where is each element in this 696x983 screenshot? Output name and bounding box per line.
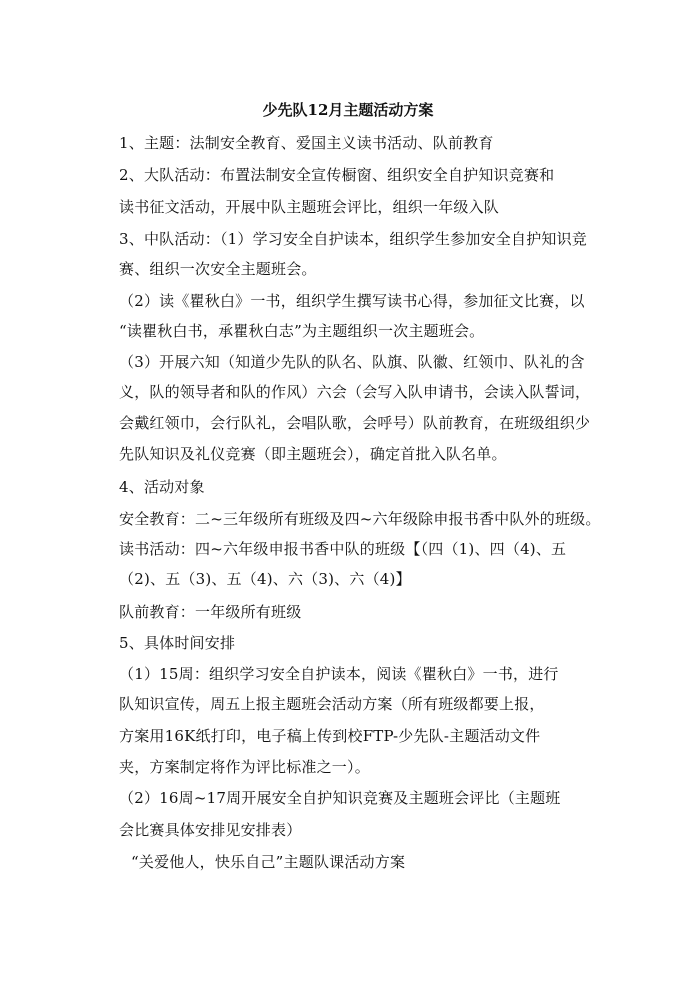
text-line-5: 赛、组织一次安全主题班会。	[119, 260, 317, 278]
text-line-18: （1）15周：组织学习安全自护读本，阅读《瞿秋白》一书，进行	[119, 665, 559, 683]
text-line-6: （2）读《瞿秋白》一书，组织学生撰写读书心得，参加征文比赛，以	[119, 292, 585, 310]
text-line-4: 3、中队活动：（1）学习安全自护读本，组织学生参加安全自护知识竞	[119, 230, 587, 248]
text-line-16: 队前教育：一年级所有班级	[119, 603, 302, 621]
text-line-23: 会比赛具体安排见安排表）	[119, 821, 302, 839]
text-line-12: 4、活动对象	[119, 478, 205, 496]
text-line-8: （3）开展六知（知道少先队的队名、队旗、队徽、红领巾、队礼的含	[119, 353, 585, 371]
text-line-24: “关爱他人，快乐自己”主题队课活动方案	[131, 853, 406, 871]
text-line-7: “读瞿秋白书，承瞿秋白志”为主题组织一次主题班会。	[119, 322, 485, 340]
text-line-3: 读书征文活动，开展中队主题班会评比，组织一年级入队	[119, 198, 500, 216]
text-line-9: 义，队的领导者和队的作风）六会（会写入队申请书，会读入队誓词，	[119, 383, 591, 401]
text-line-10: 会戴红领巾，会行队礼，会唱队歌，会呼号）队前教育，在班级组织少	[119, 414, 591, 432]
text-line-17: 5、具体时间安排	[119, 634, 236, 652]
document-title: 少先队12月主题活动方案	[262, 101, 434, 119]
text-line-21: 夹，方案制定将作为评比标准之一）。	[119, 758, 370, 776]
text-line-20: 方案用16K纸打印，电子稿上传到校FTP-少先队-主题活动文件	[119, 727, 541, 745]
text-line-11: 先队知识及礼仪竞赛（即主题班会），确定首批入队名单。	[119, 445, 507, 463]
text-line-14: 读书活动：四~六年级申报书香中队的班级【（四（1)、四（4)、五	[119, 540, 567, 558]
text-line-19: 队知识宣传，周五上报主题班会活动方案（所有班级都要上报，	[119, 695, 545, 713]
text-line-15: （2)、五（3)、五（4)、六（3)、六（4)】	[119, 570, 411, 588]
text-line-1: 1、主题：法制安全教育、爱国主义读书活动、队前教育	[119, 134, 494, 152]
text-line-13: 安全教育：二~三年级所有班级及四~六年级除申报书香中队外的班级。	[119, 510, 601, 528]
text-line-22: （2）16周~17周开展安全自护知识竞赛及主题班会评比（主题班	[119, 789, 561, 807]
text-line-2: 2、大队活动：布置法制安全宣传橱窗、组织安全自护知识竞赛和	[119, 166, 555, 184]
